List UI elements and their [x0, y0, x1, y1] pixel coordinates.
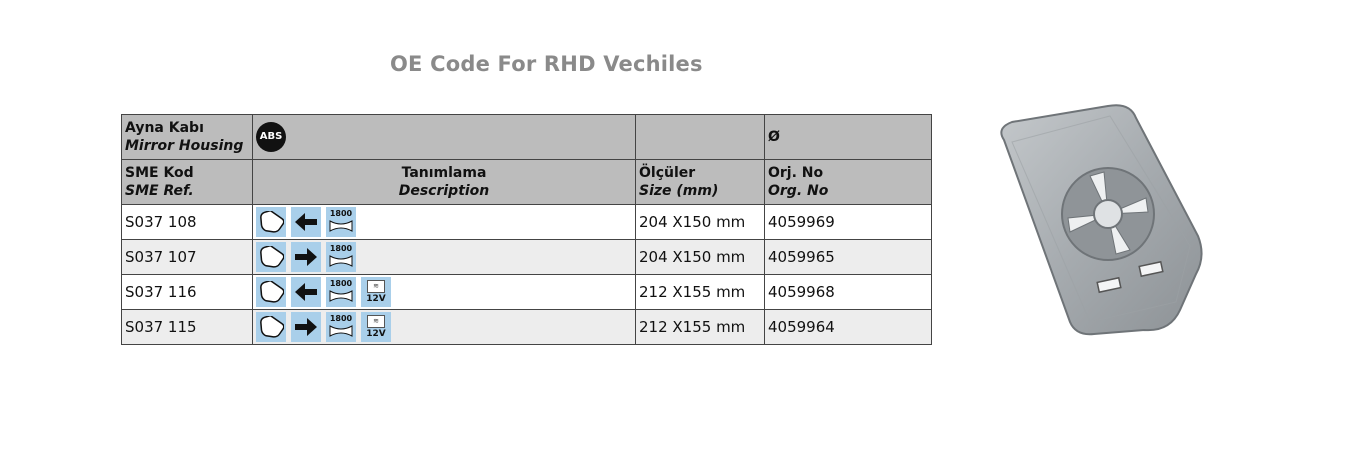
row-code: S037 107 [122, 240, 253, 275]
mirror-glass-icon [256, 207, 286, 237]
table-header-row-1 [122, 115, 932, 160]
header-sme-code: SME Kod SME Ref. [122, 160, 253, 205]
header-size: Ölçüler Size (mm) [636, 160, 765, 205]
row-orig: 4059965 [765, 240, 932, 275]
row-description [253, 240, 636, 275]
table-row [122, 205, 932, 240]
header-description: Tanımlama Description [253, 160, 636, 205]
heating-12v-icon: ≋ 12V [361, 312, 391, 342]
curvature-1800-icon: 1800 [326, 312, 356, 342]
curvature-1800-icon: 1800 [326, 207, 356, 237]
row-orig: 4059964 [765, 310, 932, 345]
row-size: 204 X150 mm [636, 205, 765, 240]
heating-element-icon: ≋ [367, 315, 385, 328]
arrow-left-icon [291, 207, 321, 237]
mirror-glass-product-image [990, 96, 1220, 350]
row-orig: 4059969 [765, 205, 932, 240]
table-row [122, 310, 932, 345]
row-size: 204 X150 mm [636, 240, 765, 275]
row-description [253, 205, 636, 240]
curvature-1800-icon: 1800 [326, 277, 356, 307]
header-diameter: Ø [765, 115, 932, 160]
row-description [253, 275, 636, 310]
table-row [122, 240, 932, 275]
mirror-glass-icon [256, 277, 286, 307]
row-description [253, 310, 636, 345]
product-table [121, 114, 932, 345]
arrow-right-icon [291, 312, 321, 342]
row-orig: 4059968 [765, 275, 932, 310]
arrow-left-icon [291, 277, 321, 307]
arrow-right-icon [291, 242, 321, 272]
heating-element-icon: ≋ [367, 280, 385, 293]
row-code: S037 108 [122, 205, 253, 240]
table-header-row-2 [122, 160, 932, 205]
abs-badge-icon: ABS [256, 122, 286, 152]
header-mirror-housing: Ayna Kabı Mirror Housing [122, 115, 253, 160]
row-size: 212 X155 mm [636, 275, 765, 310]
header-empty [636, 115, 765, 160]
row-code: S037 116 [122, 275, 253, 310]
header-orig-no: Orj. No Org. No [765, 160, 932, 205]
mirror-glass-icon [256, 242, 286, 272]
row-size: 212 X155 mm [636, 310, 765, 345]
mirror-glass-icon [256, 312, 286, 342]
curvature-1800-icon: 1800 [326, 242, 356, 272]
header-abs [253, 115, 636, 160]
row-code: S037 115 [122, 310, 253, 345]
table-row [122, 275, 932, 310]
heating-12v-icon: ≋ 12V [361, 277, 391, 307]
page-title: OE Code For RHD Vechiles [390, 52, 703, 76]
